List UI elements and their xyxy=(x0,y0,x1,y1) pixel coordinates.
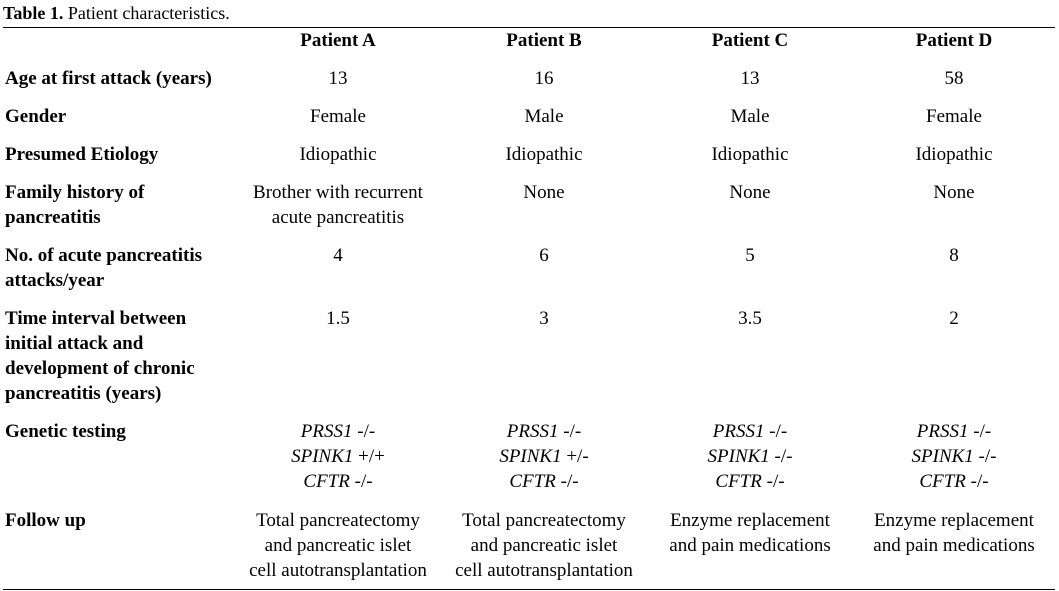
label-line: Family history of xyxy=(5,182,145,203)
header-patient-b: Patient B xyxy=(506,30,582,51)
gene-genotype: +/+ xyxy=(353,446,385,467)
gene-result xyxy=(647,469,853,494)
cell-family-a xyxy=(235,168,441,230)
table-caption-text: Patient characteristics. xyxy=(63,3,230,23)
table-row-etiology xyxy=(3,130,1055,168)
label-line: Time interval between xyxy=(5,308,187,329)
table-row-gender xyxy=(3,92,1055,130)
gene-genotype: -/- xyxy=(349,471,373,492)
cell-etiology-c: Idiopathic xyxy=(711,144,789,165)
gene-name: CFTR xyxy=(509,471,556,492)
table-caption-label: Table 1. xyxy=(3,3,64,23)
table-row-genetic-testing xyxy=(3,406,1055,494)
label-line: No. of acute pancreatitis xyxy=(5,245,203,266)
cell-age-d: 58 xyxy=(944,68,964,89)
gene-name: SPINK1 xyxy=(911,446,974,467)
gene-genotype: -/- xyxy=(352,421,376,442)
gene-result xyxy=(235,469,441,494)
table-row-age xyxy=(3,54,1055,92)
gene-name: CFTR xyxy=(715,471,762,492)
gene-result xyxy=(853,419,1055,444)
row-label-genetic-testing: Genetic testing xyxy=(5,421,126,442)
cell-age-a: 13 xyxy=(328,68,348,89)
gene-result xyxy=(647,444,853,469)
cell-followup-a xyxy=(235,494,441,583)
cell-line: acute pancreatitis xyxy=(271,207,405,228)
cell-family-c xyxy=(647,168,853,230)
gene-genotype: -/- xyxy=(555,471,579,492)
cell-genetic-b xyxy=(441,406,647,494)
row-label-interval xyxy=(3,293,235,406)
cell-line: None xyxy=(729,182,771,203)
gene-name: PRSS1 xyxy=(300,421,353,442)
label-line: pancreatitis xyxy=(5,207,101,228)
table-caption xyxy=(3,2,230,24)
cell-interval-b: 3 xyxy=(539,308,549,329)
gene-genotype: -/- xyxy=(973,446,997,467)
cell-line: Brother with recurrent xyxy=(253,182,423,203)
cell-interval-c: 3.5 xyxy=(738,308,762,329)
cell-line: Total pancreatectomy xyxy=(256,510,420,531)
cell-line: and pain medications xyxy=(669,535,831,556)
cell-line: Enzyme replacement xyxy=(874,510,1034,531)
cell-gender-a: Female xyxy=(310,106,366,127)
gene-result xyxy=(853,469,1055,494)
cell-etiology-b: Idiopathic xyxy=(505,144,583,165)
header-patient-d: Patient D xyxy=(915,30,993,51)
gene-result xyxy=(235,419,441,444)
header-cell-blank xyxy=(3,28,235,54)
gene-result xyxy=(647,419,853,444)
header-patient-c: Patient C xyxy=(711,30,789,51)
cell-family-d xyxy=(853,168,1055,230)
gene-genotype: -/- xyxy=(965,471,989,492)
cell-genetic-c xyxy=(647,406,853,494)
row-label-gender: Gender xyxy=(5,106,67,127)
cell-age-c: 13 xyxy=(740,68,760,89)
cell-line: Enzyme replacement xyxy=(670,510,830,531)
gene-name: CFTR xyxy=(303,471,350,492)
cell-interval-d: 2 xyxy=(949,308,959,329)
cell-followup-b xyxy=(441,494,647,583)
gene-genotype: -/- xyxy=(761,471,785,492)
cell-attacks-a: 4 xyxy=(333,245,343,266)
table-row-attacks xyxy=(3,230,1055,293)
cell-line: None xyxy=(523,182,565,203)
cell-line: cell autotransplantation xyxy=(455,560,633,581)
row-label-age: Age at first attack (years) xyxy=(5,68,212,89)
cell-etiology-d: Idiopathic xyxy=(915,144,993,165)
gene-name: PRSS1 xyxy=(916,421,969,442)
label-line: attacks/year xyxy=(5,270,105,291)
cell-followup-d xyxy=(853,494,1055,583)
cell-attacks-c: 5 xyxy=(745,245,755,266)
gene-name: CFTR xyxy=(919,471,966,492)
cell-etiology-a: Idiopathic xyxy=(299,144,377,165)
gene-name: PRSS1 xyxy=(712,421,765,442)
cell-interval-a: 1.5 xyxy=(326,308,350,329)
gene-name: SPINK1 xyxy=(291,446,354,467)
gene-result xyxy=(235,444,441,469)
gene-result xyxy=(441,469,647,494)
gene-genotype: -/- xyxy=(764,421,788,442)
gene-result xyxy=(441,419,647,444)
cell-genetic-d xyxy=(853,406,1055,494)
gene-name: PRSS1 xyxy=(506,421,559,442)
bottom-rule xyxy=(3,589,1055,590)
cell-line: and pain medications xyxy=(873,535,1035,556)
cell-age-b: 16 xyxy=(534,68,554,89)
table-row-family-history xyxy=(3,168,1055,230)
cell-family-b xyxy=(441,168,647,230)
row-label-attacks xyxy=(3,230,235,293)
cell-line: None xyxy=(933,182,975,203)
cell-gender-d: Female xyxy=(926,106,982,127)
cell-attacks-b: 6 xyxy=(539,245,549,266)
cell-gender-c: Male xyxy=(730,106,770,127)
label-line: pancreatitis (years) xyxy=(5,383,162,404)
row-label-follow-up: Follow up xyxy=(5,510,86,531)
gene-result xyxy=(441,444,647,469)
cell-line: and pancreatic islet xyxy=(264,535,412,556)
cell-gender-b: Male xyxy=(524,106,564,127)
cell-line: and pancreatic islet xyxy=(470,535,618,556)
row-label-family-history xyxy=(3,168,235,230)
table-header-row xyxy=(3,28,1055,54)
cell-line: Total pancreatectomy xyxy=(462,510,626,531)
patient-characteristics-table xyxy=(3,28,1055,583)
cell-genetic-a xyxy=(235,406,441,494)
gene-genotype: -/- xyxy=(769,446,793,467)
gene-name: SPINK1 xyxy=(707,446,770,467)
label-line: development of chronic xyxy=(5,358,195,379)
gene-genotype: -/- xyxy=(968,421,992,442)
table-row-follow-up xyxy=(3,494,1055,583)
gene-result xyxy=(853,444,1055,469)
gene-genotype: -/- xyxy=(558,421,582,442)
cell-followup-c xyxy=(647,494,853,583)
header-patient-a: Patient A xyxy=(300,30,376,51)
row-label-etiology: Presumed Etiology xyxy=(5,144,159,165)
gene-name: SPINK1 xyxy=(499,446,562,467)
gene-genotype: +/- xyxy=(561,446,589,467)
table-row-interval xyxy=(3,293,1055,406)
cell-line: cell autotransplantation xyxy=(249,560,427,581)
cell-attacks-d: 8 xyxy=(949,245,959,266)
label-line: initial attack and xyxy=(5,333,144,354)
